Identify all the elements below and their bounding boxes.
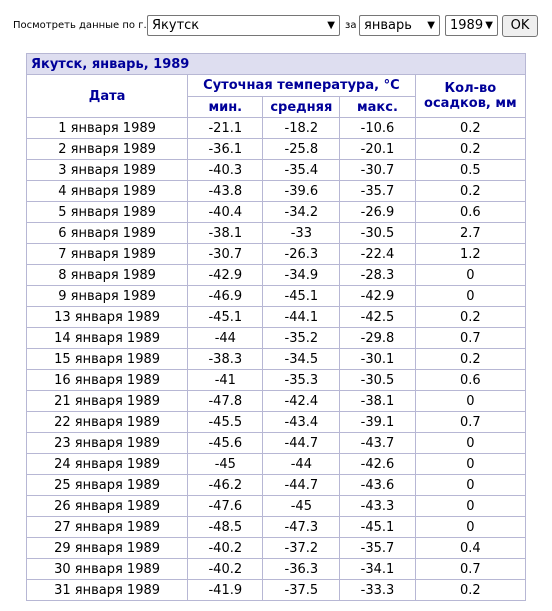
table-row: [27, 517, 526, 538]
cell-min: -47.6: [188, 496, 263, 517]
cell-precipitation: 0.7: [415, 328, 525, 349]
cell-min: -41: [188, 370, 263, 391]
cell-precipitation: 0.2: [415, 307, 525, 328]
header-date: Дата: [27, 75, 188, 118]
cell-precipitation: 1.2: [415, 244, 525, 265]
cell-max: -43.7: [340, 433, 415, 454]
cell-date: 2 января 1989: [27, 139, 188, 160]
cell-min: -42.9: [188, 265, 263, 286]
cell-max: -43.3: [340, 496, 415, 517]
cell-precipitation: 0: [415, 433, 525, 454]
cell-min: -40.3: [188, 160, 263, 181]
cell-avg: -43.4: [263, 412, 340, 433]
cell-max: -43.6: [340, 475, 415, 496]
cell-date: 22 января 1989: [27, 412, 188, 433]
cell-avg: -25.8: [263, 139, 340, 160]
cell-max: -22.4: [340, 244, 415, 265]
header-min: мин.: [188, 97, 263, 118]
cell-date: 1 января 1989: [27, 118, 188, 139]
cell-precipitation: 0.7: [415, 412, 525, 433]
cell-avg: -39.6: [263, 181, 340, 202]
cell-precipitation: 2.7: [415, 223, 525, 244]
chevron-down-icon: ▼: [485, 20, 493, 31]
chevron-down-icon: ▼: [427, 20, 435, 31]
table-body: [27, 118, 526, 601]
cell-precipitation: 0: [415, 391, 525, 412]
cell-precipitation: 0.2: [415, 580, 525, 601]
cell-avg: -44.7: [263, 433, 340, 454]
cell-precipitation: 0.2: [415, 181, 525, 202]
cell-avg: -34.5: [263, 349, 340, 370]
cell-min: -45.1: [188, 307, 263, 328]
cell-max: -30.7: [340, 160, 415, 181]
cell-max: -30.5: [340, 223, 415, 244]
cell-min: -40.4: [188, 202, 263, 223]
cell-avg: -34.9: [263, 265, 340, 286]
cell-precipitation: 0.6: [415, 202, 525, 223]
table-row: [27, 412, 526, 433]
cell-precipitation: 0.2: [415, 349, 525, 370]
filter-form: [0, 0, 552, 44]
cell-date: 27 января 1989: [27, 517, 188, 538]
cell-precipitation: 0.7: [415, 559, 525, 580]
cell-avg: -44.7: [263, 475, 340, 496]
cell-min: -44: [188, 328, 263, 349]
table-row: [27, 139, 526, 160]
cell-precipitation: 0.6: [415, 370, 525, 391]
table-row: [27, 160, 526, 181]
cell-precipitation: 0.2: [415, 118, 525, 139]
cell-min: -48.5: [188, 517, 263, 538]
cell-min: -41.9: [188, 580, 263, 601]
header-max: макс.: [340, 97, 415, 118]
cell-min: -45: [188, 454, 263, 475]
cell-precipitation: 0.4: [415, 538, 525, 559]
cell-min: -46.9: [188, 286, 263, 307]
cell-date: 31 января 1989: [27, 580, 188, 601]
cell-date: 29 января 1989: [27, 538, 188, 559]
cell-min: -45.5: [188, 412, 263, 433]
table-row: [27, 181, 526, 202]
cell-date: 15 января 1989: [27, 349, 188, 370]
cell-min: -21.1: [188, 118, 263, 139]
cell-avg: -26.3: [263, 244, 340, 265]
header-precipitation: Кол-во осадков, мм: [415, 75, 525, 118]
cell-date: 13 января 1989: [27, 307, 188, 328]
table-row: [27, 244, 526, 265]
cell-max: -28.3: [340, 265, 415, 286]
cell-precipitation: 0.2: [415, 139, 525, 160]
table-row: [27, 265, 526, 286]
cell-date: 9 января 1989: [27, 286, 188, 307]
cell-precipitation: 0: [415, 517, 525, 538]
chevron-down-icon: ▼: [327, 20, 335, 31]
cell-avg: -47.3: [263, 517, 340, 538]
table-row: [27, 580, 526, 601]
cell-min: -30.7: [188, 244, 263, 265]
city-select-value: Якутск: [152, 18, 200, 33]
table-row: [27, 223, 526, 244]
cell-avg: -42.4: [263, 391, 340, 412]
cell-avg: -44: [263, 454, 340, 475]
cell-date: 21 января 1989: [27, 391, 188, 412]
table-row: [27, 307, 526, 328]
cell-avg: -45: [263, 496, 340, 517]
cell-date: 26 января 1989: [27, 496, 188, 517]
table-row: [27, 328, 526, 349]
cell-min: -47.8: [188, 391, 263, 412]
table-row: [27, 391, 526, 412]
cell-date: 30 января 1989: [27, 559, 188, 580]
cell-max: -35.7: [340, 181, 415, 202]
cell-date: 8 января 1989: [27, 265, 188, 286]
cell-max: -45.1: [340, 517, 415, 538]
cell-max: -26.9: [340, 202, 415, 223]
month-select[interactable]: [359, 15, 440, 36]
cell-date: 5 января 1989: [27, 202, 188, 223]
cell-date: 7 января 1989: [27, 244, 188, 265]
cell-precipitation: 0: [415, 265, 525, 286]
cell-min: -45.6: [188, 433, 263, 454]
year-select[interactable]: [445, 15, 498, 36]
cell-date: 25 января 1989: [27, 475, 188, 496]
cell-max: -35.7: [340, 538, 415, 559]
cell-avg: -37.2: [263, 538, 340, 559]
cell-max: -34.1: [340, 559, 415, 580]
cell-avg: -45.1: [263, 286, 340, 307]
cell-avg: -36.3: [263, 559, 340, 580]
cell-max: -42.6: [340, 454, 415, 475]
table-row: [27, 538, 526, 559]
city-select[interactable]: [147, 15, 340, 36]
cell-date: 24 января 1989: [27, 454, 188, 475]
cell-max: -33.3: [340, 580, 415, 601]
cell-max: -20.1: [340, 139, 415, 160]
cell-precipitation: 0.5: [415, 160, 525, 181]
cell-avg: -44.1: [263, 307, 340, 328]
cell-avg: -35.2: [263, 328, 340, 349]
table-row: [27, 559, 526, 580]
cell-date: 6 января 1989: [27, 223, 188, 244]
cell-max: -10.6: [340, 118, 415, 139]
weather-table: [26, 53, 526, 601]
cell-precipitation: 0: [415, 475, 525, 496]
cell-avg: -35.4: [263, 160, 340, 181]
table-row: [27, 433, 526, 454]
cell-date: 23 января 1989: [27, 433, 188, 454]
cell-max: -42.9: [340, 286, 415, 307]
cell-date: 3 января 1989: [27, 160, 188, 181]
table-row: [27, 202, 526, 223]
for-label: за: [345, 20, 357, 31]
cell-min: -40.2: [188, 538, 263, 559]
cell-min: -36.1: [188, 139, 263, 160]
cell-avg: -35.3: [263, 370, 340, 391]
cell-max: -30.5: [340, 370, 415, 391]
cell-avg: -34.2: [263, 202, 340, 223]
table-row: [27, 454, 526, 475]
cell-max: -39.1: [340, 412, 415, 433]
cell-precipitation: 0: [415, 496, 525, 517]
table-caption: Якутск, январь, 1989: [27, 54, 526, 75]
cell-min: -38.3: [188, 349, 263, 370]
cell-min: -38.1: [188, 223, 263, 244]
table-row: [27, 496, 526, 517]
header-avg: средняя: [263, 97, 340, 118]
cell-date: 14 января 1989: [27, 328, 188, 349]
month-select-value: январь: [364, 18, 412, 33]
cell-date: 4 января 1989: [27, 181, 188, 202]
cell-precipitation: 0: [415, 454, 525, 475]
table-row: [27, 118, 526, 139]
ok-button[interactable]: OK: [502, 15, 538, 37]
cell-avg: -33: [263, 223, 340, 244]
year-select-value: 1989: [450, 18, 484, 33]
cell-avg: -18.2: [263, 118, 340, 139]
cell-max: -29.8: [340, 328, 415, 349]
table-row: [27, 370, 526, 391]
table-row: [27, 349, 526, 370]
city-label: Посмотреть данные по г.: [13, 20, 147, 31]
cell-max: -42.5: [340, 307, 415, 328]
cell-max: -38.1: [340, 391, 415, 412]
header-temp: Суточная температура, °C: [188, 75, 416, 97]
cell-min: -46.2: [188, 475, 263, 496]
cell-max: -30.1: [340, 349, 415, 370]
cell-avg: -37.5: [263, 580, 340, 601]
cell-min: -43.8: [188, 181, 263, 202]
cell-min: -40.2: [188, 559, 263, 580]
cell-precipitation: 0: [415, 286, 525, 307]
table-row: [27, 475, 526, 496]
cell-date: 16 января 1989: [27, 370, 188, 391]
table-row: [27, 286, 526, 307]
